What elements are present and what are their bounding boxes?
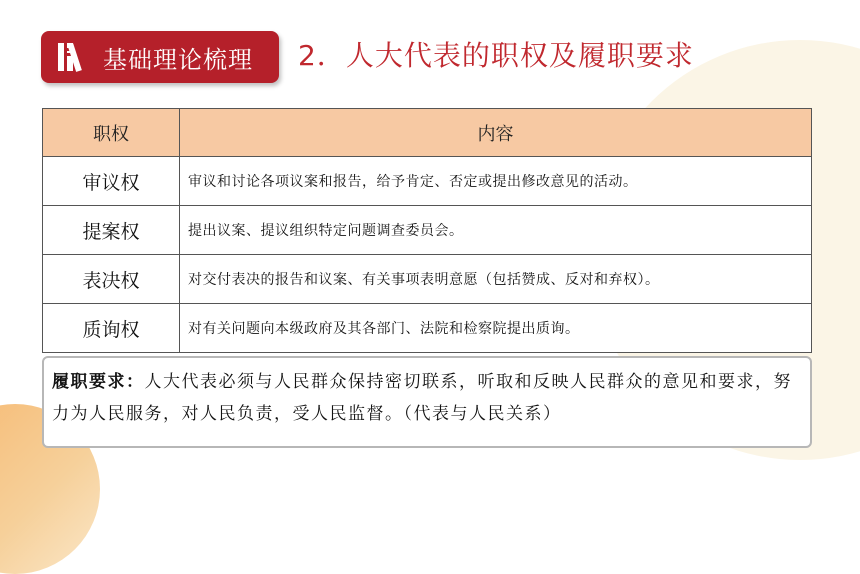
- right-name: 审议权: [43, 157, 180, 206]
- right-name: 提案权: [43, 206, 180, 255]
- page-title: 2．人大代表的职权及履职要求: [298, 39, 694, 72]
- rights-table: [42, 108, 812, 353]
- section-label: 基础理论梳理: [103, 45, 253, 74]
- right-description: 审议和讨论各项议案和报告，给予肯定、否定或提出修改意见的活动。: [180, 157, 812, 206]
- requirements-text: 人大代表必须与人民群众保持密切联系，听取和反映人民群众的意见和要求，努力为人民服务，对人民负责，受人民监督。（代表与人民关系）: [52, 372, 792, 424]
- requirements-label: 履职要求：: [52, 372, 145, 392]
- section-badge: [41, 31, 279, 83]
- table-header-row: [43, 109, 812, 157]
- right-description: 对交付表决的报告和议案、有关事项表明意愿（包括赞成、反对和弃权）。: [180, 255, 812, 304]
- column-header-content: 内容: [180, 109, 812, 157]
- table-row: [43, 304, 812, 353]
- books-icon: [55, 39, 95, 75]
- table-row: [43, 157, 812, 206]
- column-header-right: 职权: [43, 109, 180, 157]
- right-description: 提出议案、提议组织特定问题调查委员会。: [180, 206, 812, 255]
- requirements-box: [42, 356, 812, 448]
- right-name: 表决权: [43, 255, 180, 304]
- table-row: [43, 255, 812, 304]
- right-description: 对有关问题向本级政府及其各部门、法院和检察院提出质询。: [180, 304, 812, 353]
- right-name: 质询权: [43, 304, 180, 353]
- table-row: [43, 206, 812, 255]
